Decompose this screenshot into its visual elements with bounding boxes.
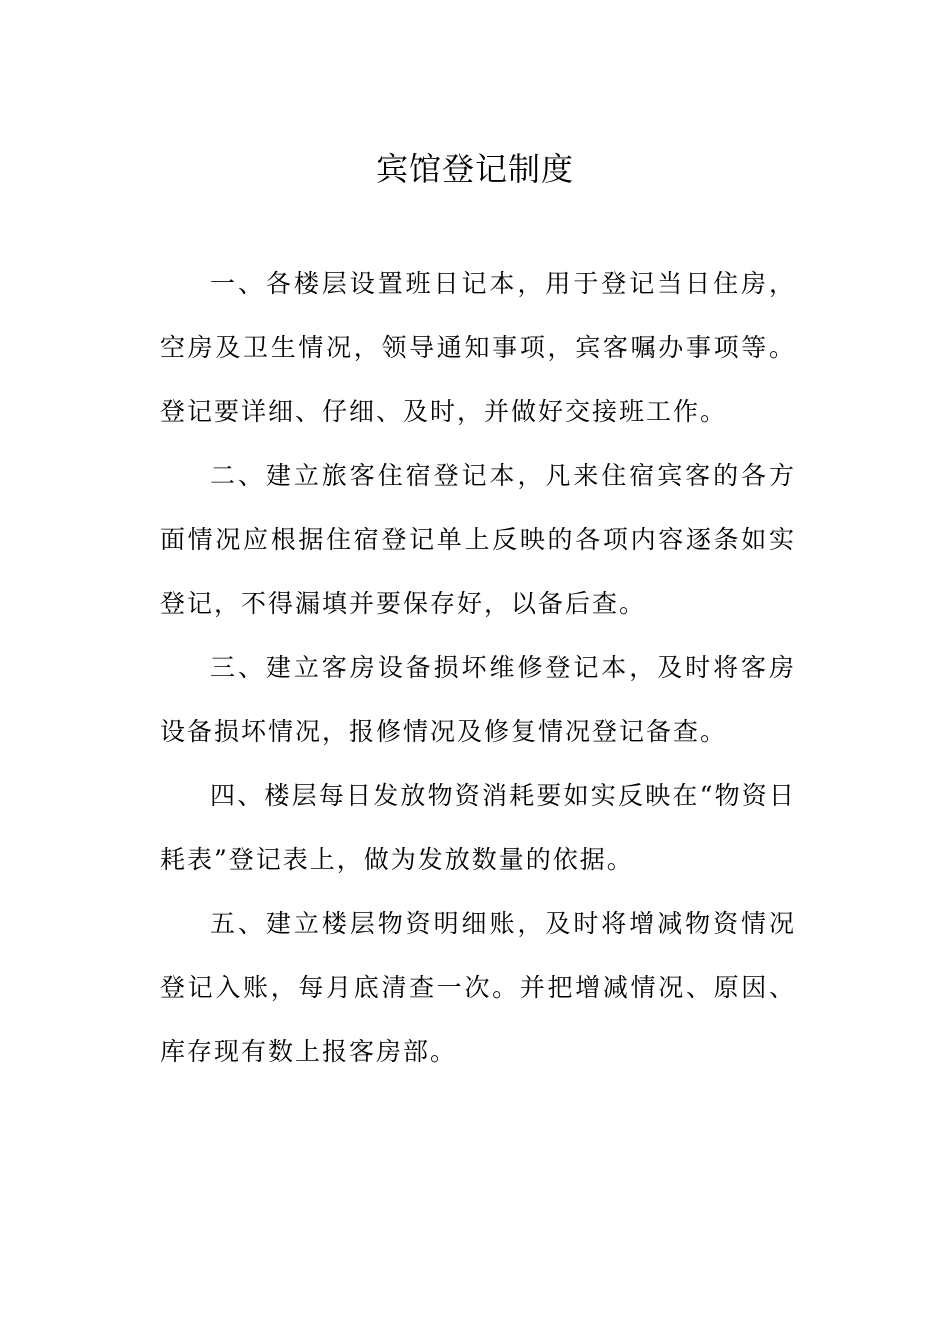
paragraph-5: 五、建立楼层物资明细账，及时将增减物资情况登记入账，每月底清查一次。并把增减情况、原因、库存现有数上报客房部。 [160,909,796,1066]
paragraph-1: 一、各楼层设置班日记本，用于登记当日住房，空房及卫生情况，领导通知事项，宾客嘱办事项等。登记要详细、仔细、及时，并做好交接班工作。 [160,269,796,426]
paragraph-4: 四、楼层每日发放物资消耗要如实反映在“物资日耗表”登记表上，做为发放数量的依据。 [160,781,796,874]
document-body [160,252,796,1084]
document-title: 宾馆登记制度 [375,150,574,188]
paragraph-3: 三、建立客房设备损坏维修登记本，及时将客房设备损坏情况，报修情况及修复情况登记备查。 [160,653,796,746]
paragraph-2: 二、建立旅客住宿登记本，凡来住宿宾客的各方面情况应根据住宿登记单上反映的各项内容逐条如实登记，不得漏填并要保存好，以备后查。 [160,461,796,618]
